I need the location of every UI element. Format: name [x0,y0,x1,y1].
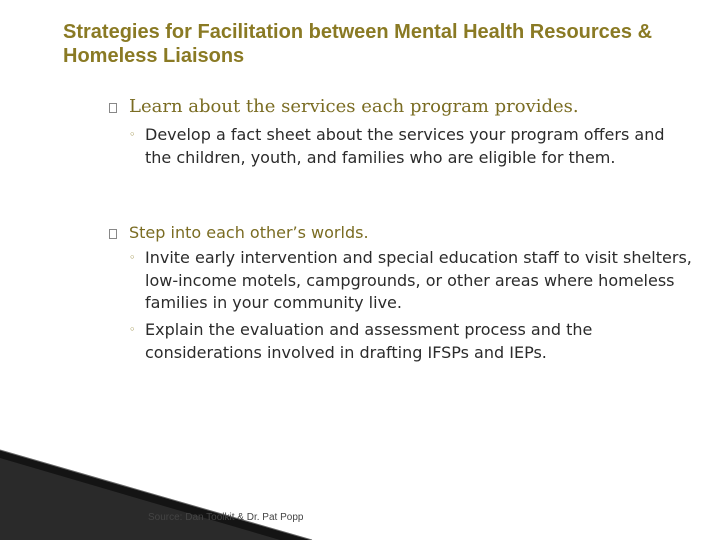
bullet-1-sub-1: Develop a fact sheet about the services your program offers and the children, youth, and families who are eligible for them. [145,125,665,167]
slide-title: Strategies for Facilitation between Mental Health Resources & Homeless Liaisons [63,21,653,67]
sub-bullet-icon: ◦ [129,128,136,141]
checkbox-bullet-icon [109,103,117,113]
bullet-2-sub-2: Explain the evaluation and assessment process and the considerations involved in drafting IFSPs and IEPs. [145,320,593,362]
bullet-1-text: Learn about the services each program provides. [129,96,579,117]
checkbox-bullet-icon [109,229,117,239]
sub-bullet-icon: ◦ [129,251,136,264]
sub-bullet-icon: ◦ [129,323,136,336]
bullet-2-sub-1: Invite early intervention and special education staff to visit shelters, low-income motels, campgrounds, or other areas where homeless families in your community live. [145,248,692,312]
bullet-2-text: Step into each other’s worlds. [129,223,369,242]
source-note: Source: Dan Toolkit & Dr. Pat Popp [148,512,304,523]
